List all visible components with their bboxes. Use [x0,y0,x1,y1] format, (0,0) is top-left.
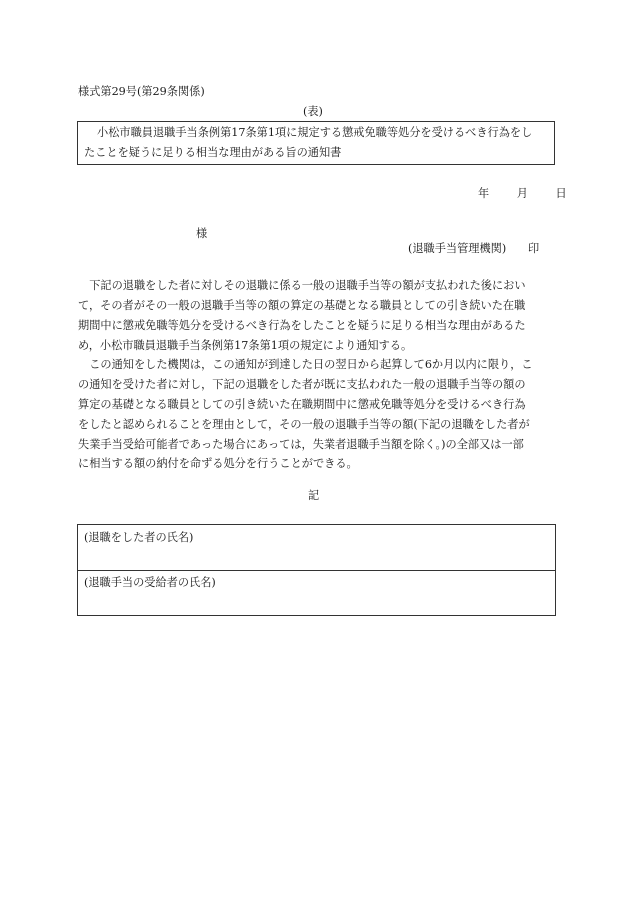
record-heading: 記 [308,489,320,502]
date-year-label: 年 [478,187,490,200]
retiree-name-field-label: (退職をした者の氏名) [84,531,194,544]
date-month-label: 月 [516,187,528,200]
notice-title-line: 小松市職員退職手当条例第17条第1項に規定する懲戒免職等処分を受けるべき行為をし [97,126,533,139]
seal-mark: 印 [528,242,540,255]
paragraph-2-line: をしたと認められることを理由として，その一般の退職手当等の額(下記の退職をした者が [78,418,530,431]
paragraph-2-line: に相当する額の納付を命ずる処分を行うことができる。 [78,457,358,470]
notice-title-line: たことを疑うに足りる相当な理由がある旨の通知書 [84,146,342,159]
paragraph-1-line: 下記の退職をした者に対しその退職に係る一般の退職手当等の額が支払われた後におい [78,279,526,292]
date-line [478,186,567,202]
paragraph-2-line: の通知を受けた者に対し，下記の退職をした者が既に支払われた一般の退職手当等の額の [78,378,526,391]
form-number: 様式第29号(第29条関係) [78,85,205,98]
paragraph-2-line: 算定の基礎となる職員としての引き続いた在職期間中に懲戒免職等処分を受けるべき行為 [78,398,526,411]
issuer-label: (退職手当管理機関) [408,242,507,255]
date-day-label: 日 [555,187,567,200]
paragraph-2-line: 失業手当受給可能者であった場合にあっては，失業者退職手当額を除く。)の全部又は一部 [78,438,524,451]
paragraph-1-line: 期間中に懲戒免職等処分を受けるべき行為をしたことを疑うに足りる相当な理由があるた [78,319,526,332]
addressee-honorific: 様 [196,227,208,240]
paragraph-2-line: この通知をした機関は，この通知が到達した日の翌日から起算して6か月以内に限り，こ [78,358,533,371]
paragraph-1-line: め，小松市職員退職手当条例第17条第1項の規定により通知する。 [78,339,413,352]
front-side-label: (表) [303,105,323,118]
paragraph-1-line: て，その者がその一般の退職手当等の額の算定の基礎となる職員としての引き続いた在職 [78,299,526,312]
recipient-name-field-label: (退職手当の受給者の氏名) [84,576,216,589]
record-table-divider [77,570,556,571]
